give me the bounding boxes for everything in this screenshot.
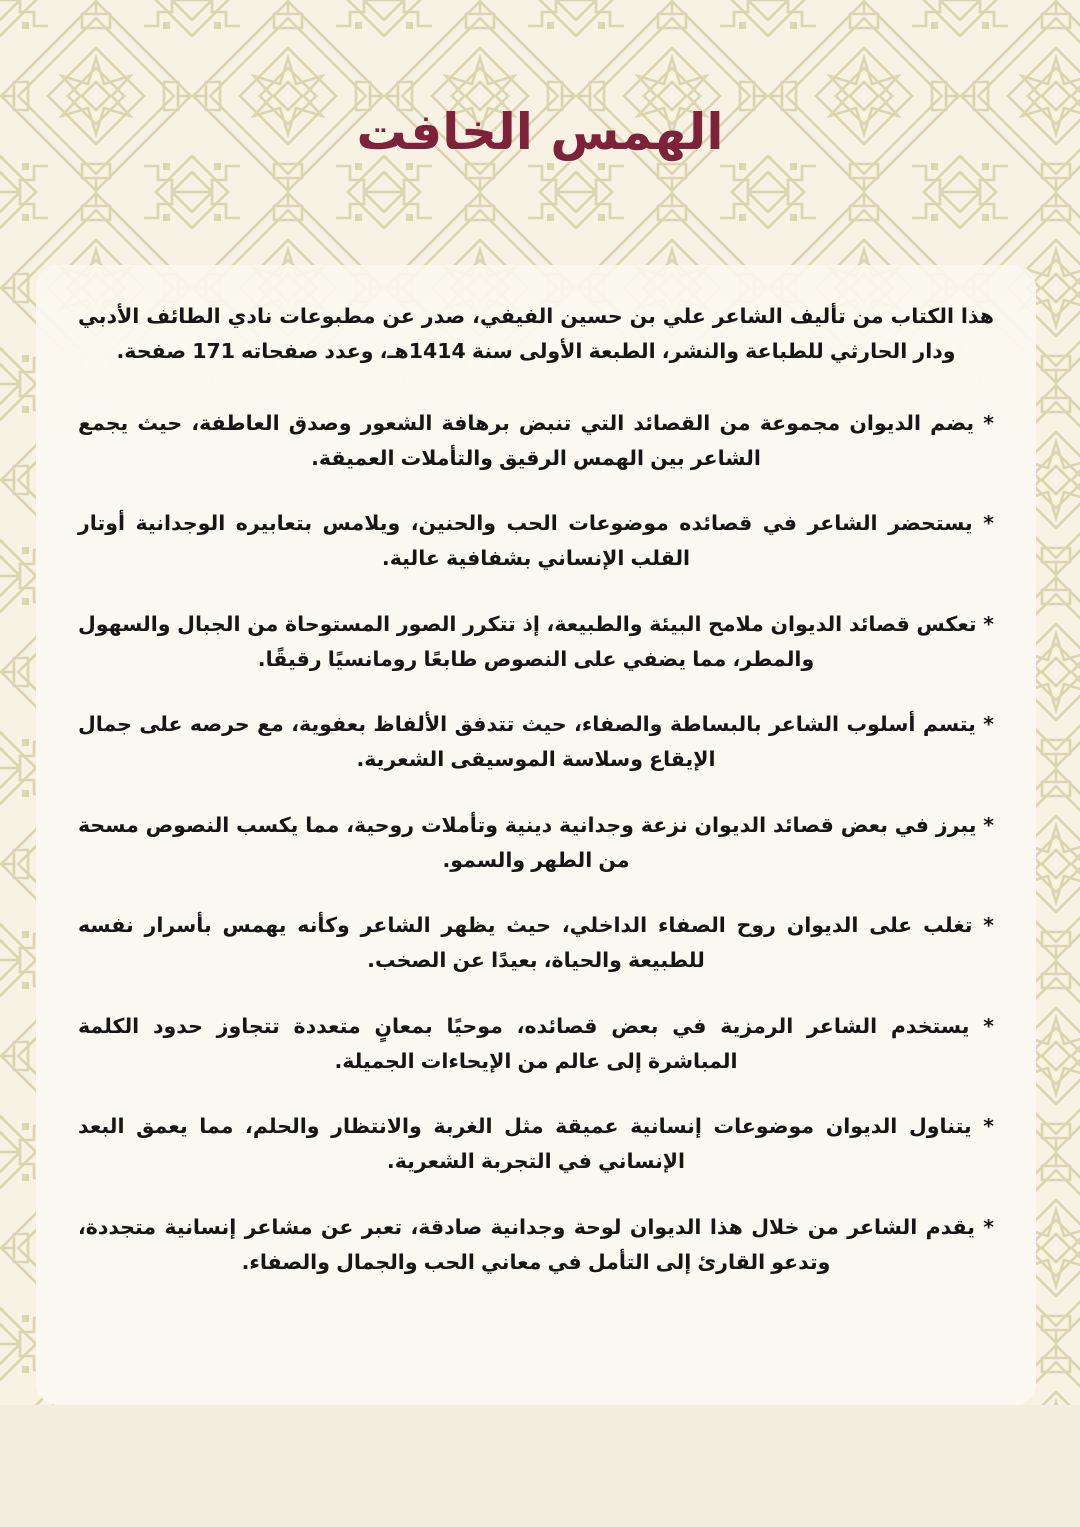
paragraph-point-8: * يتناول الديوان موضوعات إنسانية عميقة مثل الغربة والانتظار والحلم، مما يعمق البعد الإنساني في التجربة الشعرية. (78, 1114, 994, 1174)
page-title: الهمس الخافت (356, 102, 724, 161)
paragraph-point-4: * يتسم أسلوب الشاعر بالبساطة والصفاء، حيث تتدفق الألفاظ بعفوية، مع حرصه على جمال الإيقاع وسلاسة الموسيقى الشعرية. (78, 712, 994, 772)
paragraph-point-3: * تعكس قصائد الديوان ملامح البيئة والطبيعة، إذ تتكرر الصور المستوحاة من الجبال والسهول والمطر، مما يضفي على النصوص طابعًا رومانسيًا رقيقًا. (78, 611, 994, 671)
paragraph-point-2: * يستحضر الشاعر في قصائده موضوعات الحب والحنين، ويلامس بتعابيره الوجدانية أوتار القلب الإنساني بشفافية عالية. (78, 511, 994, 571)
title-banner (0, 0, 1080, 265)
page-bottom-margin (0, 1405, 1080, 1527)
paragraph-point-6: * تغلب على الديوان روح الصفاء الداخلي، حيث يظهر الشاعر وكأنه يهمس بأسرار نفسه للطبيعة والحياة، بعيدًا عن الصخب. (78, 913, 994, 973)
paragraph-point-1: * يضم الديوان مجموعة من القصائد التي تنبض برهافة الشعور وصدق العاطفة، حيث يجمع الشاعر بين الهمس الرقيق والتأملات العميقة. (78, 410, 994, 470)
paragraph-intro: هذا الكتاب من تأليف الشاعر علي بن حسين الفيفي، صدر عن مطبوعات نادي الطائف الأدبي ودار الحارثي للطباعة والنشر، الطبعة الأولى سنة 1414هـ، وعدد صفحاته 171 صفحة. (78, 304, 994, 364)
content-card (36, 265, 1036, 1405)
paragraph-point-9: * يقدم الشاعر من خلال هذا الديوان لوحة وجدانية صادقة، تعبر عن مشاعر إنسانية متجددة، وتدعو القارئ إلى التأمل في معاني الحب والجمال والصفاء. (78, 1214, 994, 1274)
paragraph-point-5: * يبرز في بعض قصائد الديوان نزعة وجدانية دينية وتأملات روحية، مما يكسب النصوص مسحة من الطهر والسمو. (78, 812, 994, 872)
paragraph-point-7: * يستخدم الشاعر الرمزية في بعض قصائده، موحيًا بمعانٍ متعددة تتجاوز حدود الكلمة المباشرة إلى عالم من الإيحاءات الجميلة. (78, 1013, 994, 1073)
